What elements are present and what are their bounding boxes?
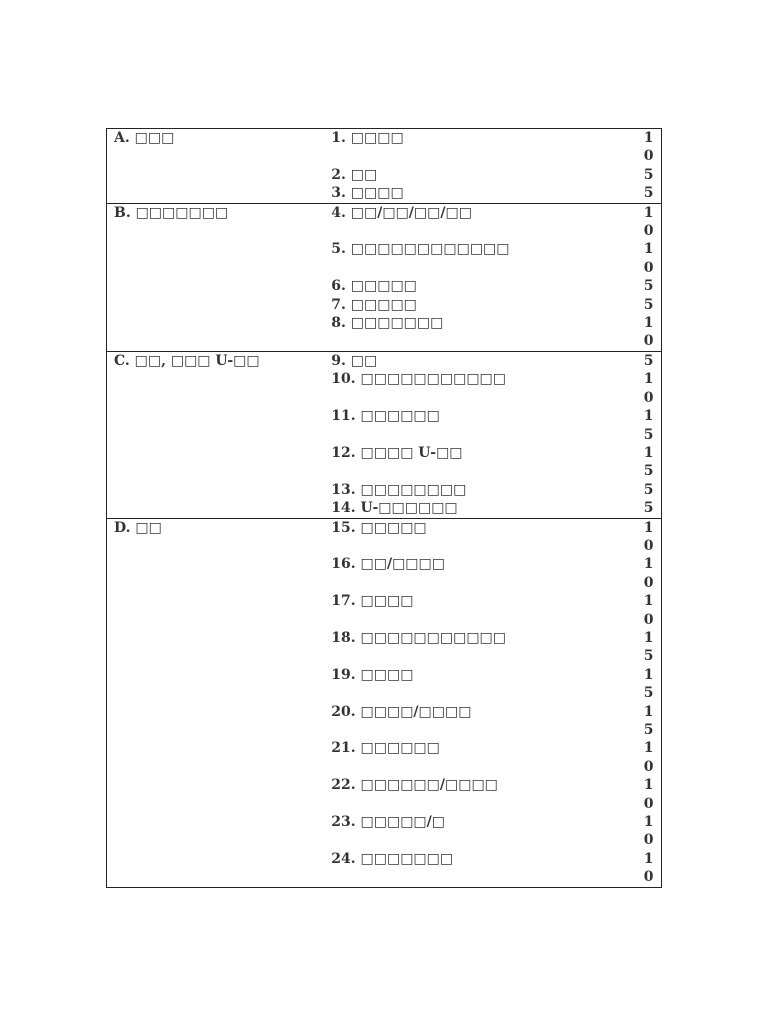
table-row (107, 129, 662, 166)
item-points: 15 (643, 444, 654, 480)
item-label: 12. □□□□ U-□□ (331, 444, 463, 461)
item-points: 5 (643, 185, 654, 202)
item-label: 11. □□□□□□ (331, 408, 440, 425)
item-label: 5. □□□□□□□□□□□□ (331, 241, 510, 258)
table-row (107, 203, 662, 240)
item-label: 1. □□□□ (331, 130, 404, 146)
item-points: 5 (643, 278, 654, 295)
item-label: 22. □□□□□□/□□□□ (331, 777, 498, 794)
item-label: 15. □□□□□ (331, 518, 636, 555)
item-label: 10. □□□□□□□□□□□ (331, 371, 507, 388)
item-label: 23. □□□□□/□ (331, 814, 445, 831)
section-c (107, 351, 662, 518)
item-points: 15 (643, 408, 654, 443)
item-label: 17. □□□□ (331, 593, 414, 610)
table-row (107, 351, 662, 370)
item-points: 10 (643, 241, 654, 276)
item-label: 13. □□□□□□□□ (331, 481, 467, 498)
section-a (107, 129, 662, 204)
item-label: 21. □□□□□□ (331, 740, 440, 757)
item-points: 10 (643, 850, 654, 886)
item-points: 15 (643, 703, 654, 738)
item-label: 2. □□ (331, 166, 378, 183)
item-label: 24. □□□□□□□ (331, 850, 454, 867)
item-points: 5 (643, 500, 654, 517)
item-points: 5 (643, 352, 654, 369)
item-label: 7. □□□□□ (331, 296, 417, 313)
item-points: 15 (643, 666, 654, 702)
item-points: 10 (643, 814, 654, 849)
item-points: 15 (643, 629, 654, 665)
section-category: A. □□□ (114, 130, 175, 146)
item-label: 19. □□□□ (331, 666, 414, 683)
item-label: 14. U-□□□□□□ (331, 500, 458, 517)
item-points: 10 (643, 371, 654, 406)
item-label: 16. □□/□□□□ (331, 556, 445, 573)
item-points: 10 (643, 593, 654, 628)
section-category: B. □□□□□□□ (107, 203, 332, 351)
table-row (107, 518, 662, 555)
item-points: 5 (643, 296, 654, 313)
item-label: 18. □□□□□□□□□□□ (331, 629, 507, 646)
item-points: 10 (643, 740, 654, 775)
section-category: C. □□, □□□ U-□□ (107, 351, 332, 518)
item-points: 10 (643, 519, 654, 554)
item-label: 4. □□/□□/□□/□□ (331, 203, 636, 240)
item-label: 6. □□□□□ (331, 278, 417, 295)
item-points: 5 (643, 481, 654, 498)
item-label: 9. □□ (331, 351, 636, 370)
item-points: 5 (643, 166, 654, 183)
section-b (107, 203, 662, 351)
item-points: 10 (643, 556, 654, 591)
item-points: 10 (643, 315, 654, 350)
item-label: 3. □□□□ (331, 185, 404, 202)
item-label: 8. □□□□□□□ (331, 315, 444, 332)
item-points: 10 (643, 204, 654, 240)
section-d (107, 518, 662, 887)
section-category: D. □□ (107, 518, 332, 887)
score-table (106, 128, 662, 888)
item-points: 10 (643, 777, 654, 812)
item-label: 20. □□□□/□□□□ (331, 703, 472, 720)
item-points: 10 (643, 130, 654, 165)
